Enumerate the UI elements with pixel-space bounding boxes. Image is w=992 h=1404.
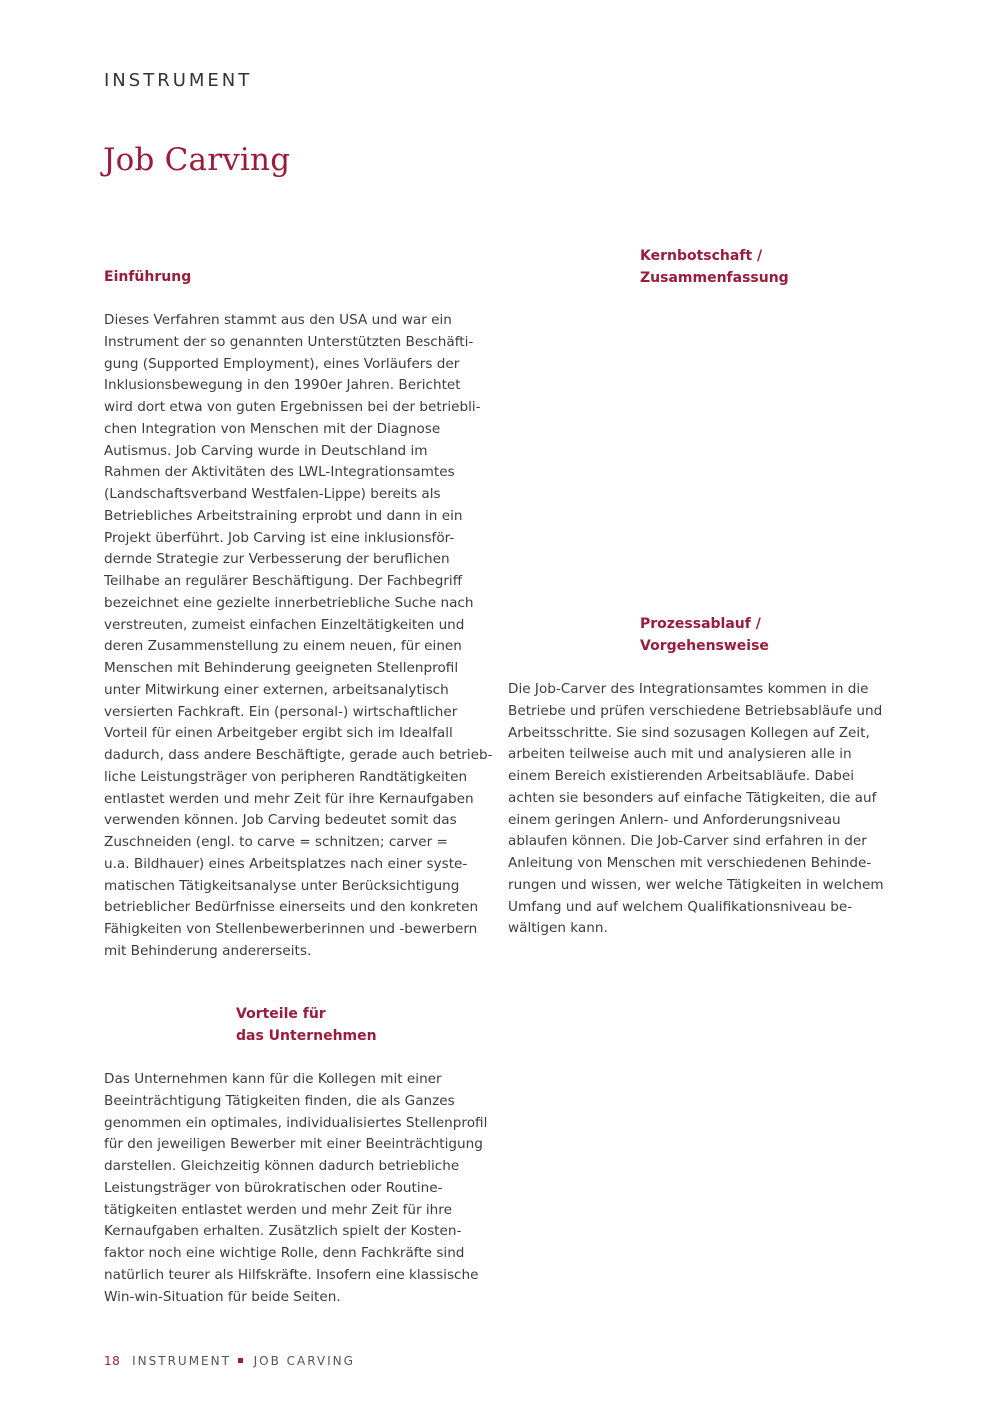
text-line: einem Bereich existierenden Arbeitsabläufe. Dabei — [508, 768, 855, 784]
text-line: Beeinträchtigung Tätigkeiten finden, die als Ganzes — [104, 1092, 455, 1109]
text-line: bezeichnet eine gezielte innerbetriebliche Suche nach — [104, 594, 474, 611]
text-line: für den jeweiligen Bewerber mit einer Beeinträchtigung — [104, 1136, 483, 1153]
text-line: Das Unternehmen kann für die Kollegen mit einer — [104, 1071, 442, 1087]
text-line: rungen und wissen, wer welche Tätigkeiten in welchem — [508, 876, 884, 893]
text-line: mit Behinderung andererseits. — [104, 942, 312, 959]
intro-heading: Einführung — [104, 269, 192, 285]
section-kicker: INSTRUMENT — [104, 70, 253, 91]
process-text — [508, 679, 892, 940]
text-line: Dieses Verfahren stammt aus den USA und war ein — [104, 312, 452, 328]
process-heading: Prozessablauf / Vorgehensweise — [640, 616, 769, 654]
text-line: Zuschneiden (engl. to carve = schnitzen; carver = — [104, 834, 448, 850]
text-line: achten sie besonders auf einfache Tätigkeiten, die auf — [508, 789, 877, 806]
text-line: liche Leistungsträger von peripheren Randtätigkeiten — [104, 768, 468, 785]
text-line: wird dort etwa von guten Ergebnissen bei der betriebli- — [104, 399, 481, 415]
text-line: u.a. Bildhauer) eines Arbeitsplatzes nach einer syste- — [104, 855, 468, 872]
text-line: wältigen kann. — [508, 920, 608, 937]
benefits-text — [104, 1069, 494, 1308]
text-line: Arbeitsschritte. Sie sind sozusagen Kollegen auf Zeit, — [508, 724, 870, 741]
text-line: entlastet werden und mehr Zeit für ihre Kernaufgaben — [104, 790, 474, 807]
footer-square-icon — [238, 1358, 243, 1363]
benefits-heading: Vorteile für das Unternehmen — [236, 1006, 377, 1044]
text-line: Autismus. Job Carving wurde in Deutschland im — [104, 442, 428, 459]
page-footer — [104, 1354, 355, 1368]
footer-section: INSTRUMENT — [132, 1354, 231, 1368]
text-line: Betriebliches Arbeitstraining erprobt und dann in ein — [104, 507, 463, 524]
text-line: Menschen mit Behinderung geeigneten Stellenprofil — [104, 660, 459, 676]
intro-text — [104, 310, 493, 963]
page-number: 18 — [104, 1354, 121, 1368]
text-line: Projekt überführt. Job Carving ist eine inklusionsför- — [104, 529, 455, 546]
text-line: betrieblicher Bedürfnisse einerseits und den konkreten — [104, 899, 479, 916]
text-line: dernde Strategie zur Verbesserung der beruflichen — [104, 551, 450, 568]
text-line: chen Integration von Menschen mit der Diagnose — [104, 420, 441, 437]
text-line: Instrument der so genannten Unterstützten Beschäfti- — [104, 333, 474, 350]
text-line: matischen Tätigkeitsanalyse unter Berücksichtigung — [104, 877, 460, 894]
text-line: einem geringen Anlern- und Anforderungsniveau — [508, 811, 841, 828]
text-line: unter Mitwirkung einer externen, arbeitsanalytisch — [104, 681, 449, 698]
text-line: genommen ein optimales, individualisiertes Stellenprofil — [104, 1114, 488, 1131]
text-line: Die Job-Carver des Integrationsamtes kommen in die — [508, 681, 869, 697]
text-line: Rahmen der Aktivitäten des LWL-Integrationsamtes — [104, 464, 455, 481]
text-line: Teilhabe an regulärer Beschäftigung. Der Fachbegriff — [104, 573, 463, 589]
footer-topic: JOB CARVING — [253, 1354, 355, 1368]
text-line: verstreuten, zumeist einfachen Einzeltätigkeiten und — [104, 616, 465, 633]
text-line: verwenden können. Job Carving bedeutet somit das — [104, 812, 457, 829]
text-line: versierten Fachkraft. Ein (personal-) wirtschaftlicher — [104, 703, 458, 720]
text-line: ablaufen können. Die Job-Carver sind erfahren in der — [508, 833, 867, 850]
text-line: Vorteil für einen Arbeitgeber ergibt sich im Idealfall — [104, 725, 453, 742]
text-line: Anleitung von Menschen mit verschiedenen Behinde- — [508, 855, 872, 871]
text-line: Leistungsträger von bürokratischen oder Routine- — [104, 1179, 443, 1196]
text-line: arbeiten teilweise auch mit und analysieren alle in — [508, 746, 852, 763]
text-line: darstellen. Gleichzeitig können dadurch betriebliche — [104, 1158, 460, 1174]
text-line: Kernaufgaben erhalten. Zusätzlich spielt der Kosten- — [104, 1223, 462, 1240]
text-line: Betriebe und prüfen verschiedene Betriebsabläufe und — [508, 702, 883, 719]
text-line: (Landschaftsverband Westfalen-Lippe) bereits als — [104, 486, 441, 502]
text-line: faktor noch eine wichtige Rolle, denn Fachkräfte sind — [104, 1245, 465, 1261]
text-line: Inklusionsbewegung in den 1990er Jahren. Berichtet — [104, 377, 461, 394]
page-title: Job Carving — [103, 142, 291, 178]
text-line: Fähigkeiten von Stellenbewerberinnen und -bewerbern — [104, 921, 478, 937]
core-message-heading: Kernbotschaft / Zusammenfassung — [640, 248, 789, 286]
text-line: natürlich teurer als Hilfskräfte. Insofern eine klassische — [104, 1266, 479, 1283]
text-line: Umfang und auf welchem Qualifikationsniveau be- — [508, 898, 853, 915]
text-line: deren Zusammenstellung zu einem neuen, für einen — [104, 638, 462, 655]
text-line: gung (Supported Employment), eines Vorläufers der — [104, 355, 460, 372]
text-line: tätigkeiten entlastet werden und mehr Zeit für ihre — [104, 1201, 452, 1218]
text-line: Win-win-Situation für beide Seiten. — [104, 1288, 341, 1305]
text-line: dadurch, dass andere Beschäftigte, gerade auch betrieb- — [104, 747, 493, 763]
